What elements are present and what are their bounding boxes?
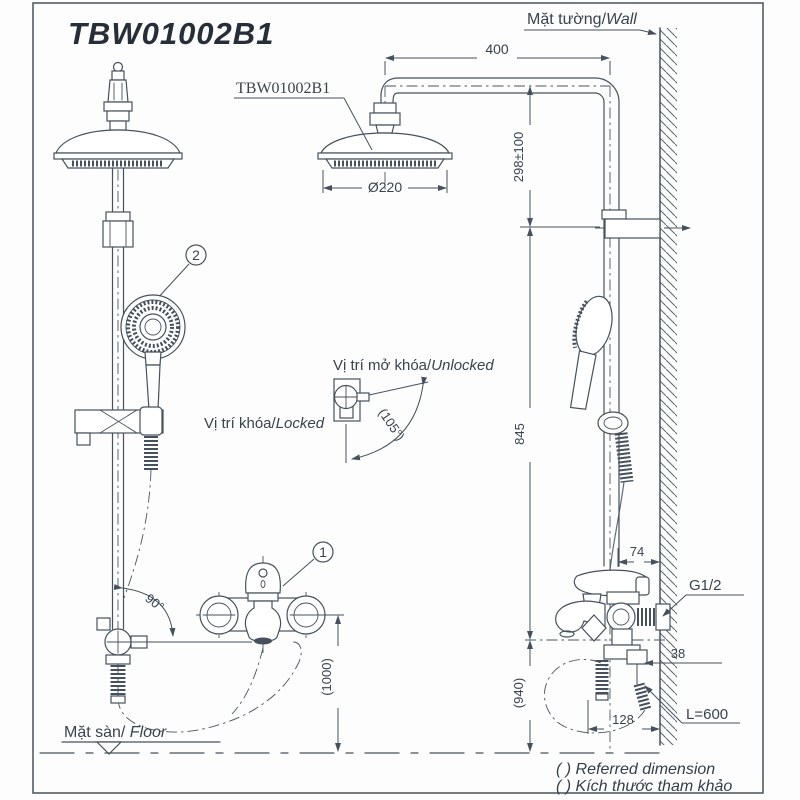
- dim-1000-group: [308, 615, 344, 751]
- bracket-lock-knob: [77, 433, 90, 445]
- dim-400: 400: [485, 41, 509, 57]
- callout-1-number: 1: [319, 544, 327, 560]
- hand-shower-side: [557, 292, 618, 412]
- column-finial: [104, 63, 132, 131]
- product-label: TBW01002B1: [236, 80, 331, 97]
- dim-128: 128: [612, 712, 634, 727]
- spout-mouth: [254, 638, 272, 645]
- lock-lever-stub: [357, 393, 369, 401]
- wall-label: [527, 11, 637, 28]
- slide-bracket: [75, 407, 163, 445]
- wall-hatch: [660, 28, 677, 745]
- overhead-shower-side: [54, 130, 182, 168]
- handset-holder: [140, 407, 162, 435]
- dim-128-group: [588, 700, 659, 734]
- hose-smooth: [609, 482, 624, 580]
- dim-400-group: [385, 41, 610, 75]
- wall: [660, 28, 677, 745]
- hand-shower-handle: [146, 365, 160, 410]
- dim-105: (105°): [375, 405, 408, 444]
- mixer-body-side: [607, 603, 635, 631]
- floor-label: [64, 724, 167, 741]
- hand-shower-face: [121, 295, 185, 410]
- dim-940: (940): [511, 677, 526, 709]
- overhead-shower-front: [234, 41, 619, 566]
- floor-group: [40, 724, 660, 754]
- dim-940-group: [511, 641, 530, 751]
- dim-1000: (1000): [319, 658, 334, 696]
- page-title: TBW01002B1: [68, 16, 275, 51]
- dim-845: 845: [512, 423, 527, 445]
- callout-hand-shower: [156, 245, 206, 300]
- swivel-connector: [97, 618, 147, 703]
- label-locked-en: Locked: [275, 415, 325, 432]
- dim-74: 74: [629, 544, 645, 559]
- floor-label-en: Floor: [125, 724, 167, 741]
- dim-298: 298±100: [511, 131, 526, 183]
- lock-detail: [204, 357, 494, 463]
- dim-845-group: [512, 228, 530, 639]
- wall-flange: [656, 604, 670, 630]
- mixer-side-view: [544, 570, 670, 733]
- label-unlocked: [333, 357, 494, 374]
- hose-ribbed-top: [621, 433, 627, 482]
- label-unlocked-en: Unlocked: [431, 357, 494, 374]
- callout-mixer: [283, 542, 333, 586]
- dim-74-group: [618, 544, 659, 567]
- hose-tail: [639, 684, 646, 710]
- hand-shower-side-handle: [566, 351, 599, 411]
- notes-group: [556, 761, 732, 795]
- level-symbol: [97, 742, 121, 754]
- mixer-lever-front: [246, 563, 281, 601]
- note-referred-vi: ( ) Kích thước tham khảo: [556, 778, 733, 795]
- label-g12: G1/2: [689, 577, 722, 594]
- label-unlocked-vi: Vị trí mở khóa/: [333, 357, 432, 374]
- dim-298-group: [511, 87, 600, 227]
- label-l600: L=600: [686, 706, 729, 723]
- water-stream: [232, 648, 263, 714]
- wall-label-group: [524, 11, 656, 34]
- floor-label-vi: Mặt sàn/: [64, 724, 126, 741]
- dim-38-group: [645, 646, 722, 663]
- wall-label-vi: Mặt tường/: [527, 11, 607, 28]
- wall-label-en: Wall: [606, 11, 637, 28]
- callout-2-number: 2: [192, 247, 200, 263]
- label-locked-vi: Vị trí khóa/: [204, 415, 276, 432]
- dim-220: Ø220: [367, 179, 403, 195]
- dim-90: 90°: [142, 590, 168, 615]
- hand-shower-button: [145, 352, 161, 365]
- hose-nut: [598, 412, 628, 434]
- note-referred-en: ( ) Referred dimension: [556, 761, 716, 778]
- dim-38: 38: [670, 646, 686, 661]
- label-locked: [204, 415, 325, 432]
- mixer-front-view: [200, 542, 344, 751]
